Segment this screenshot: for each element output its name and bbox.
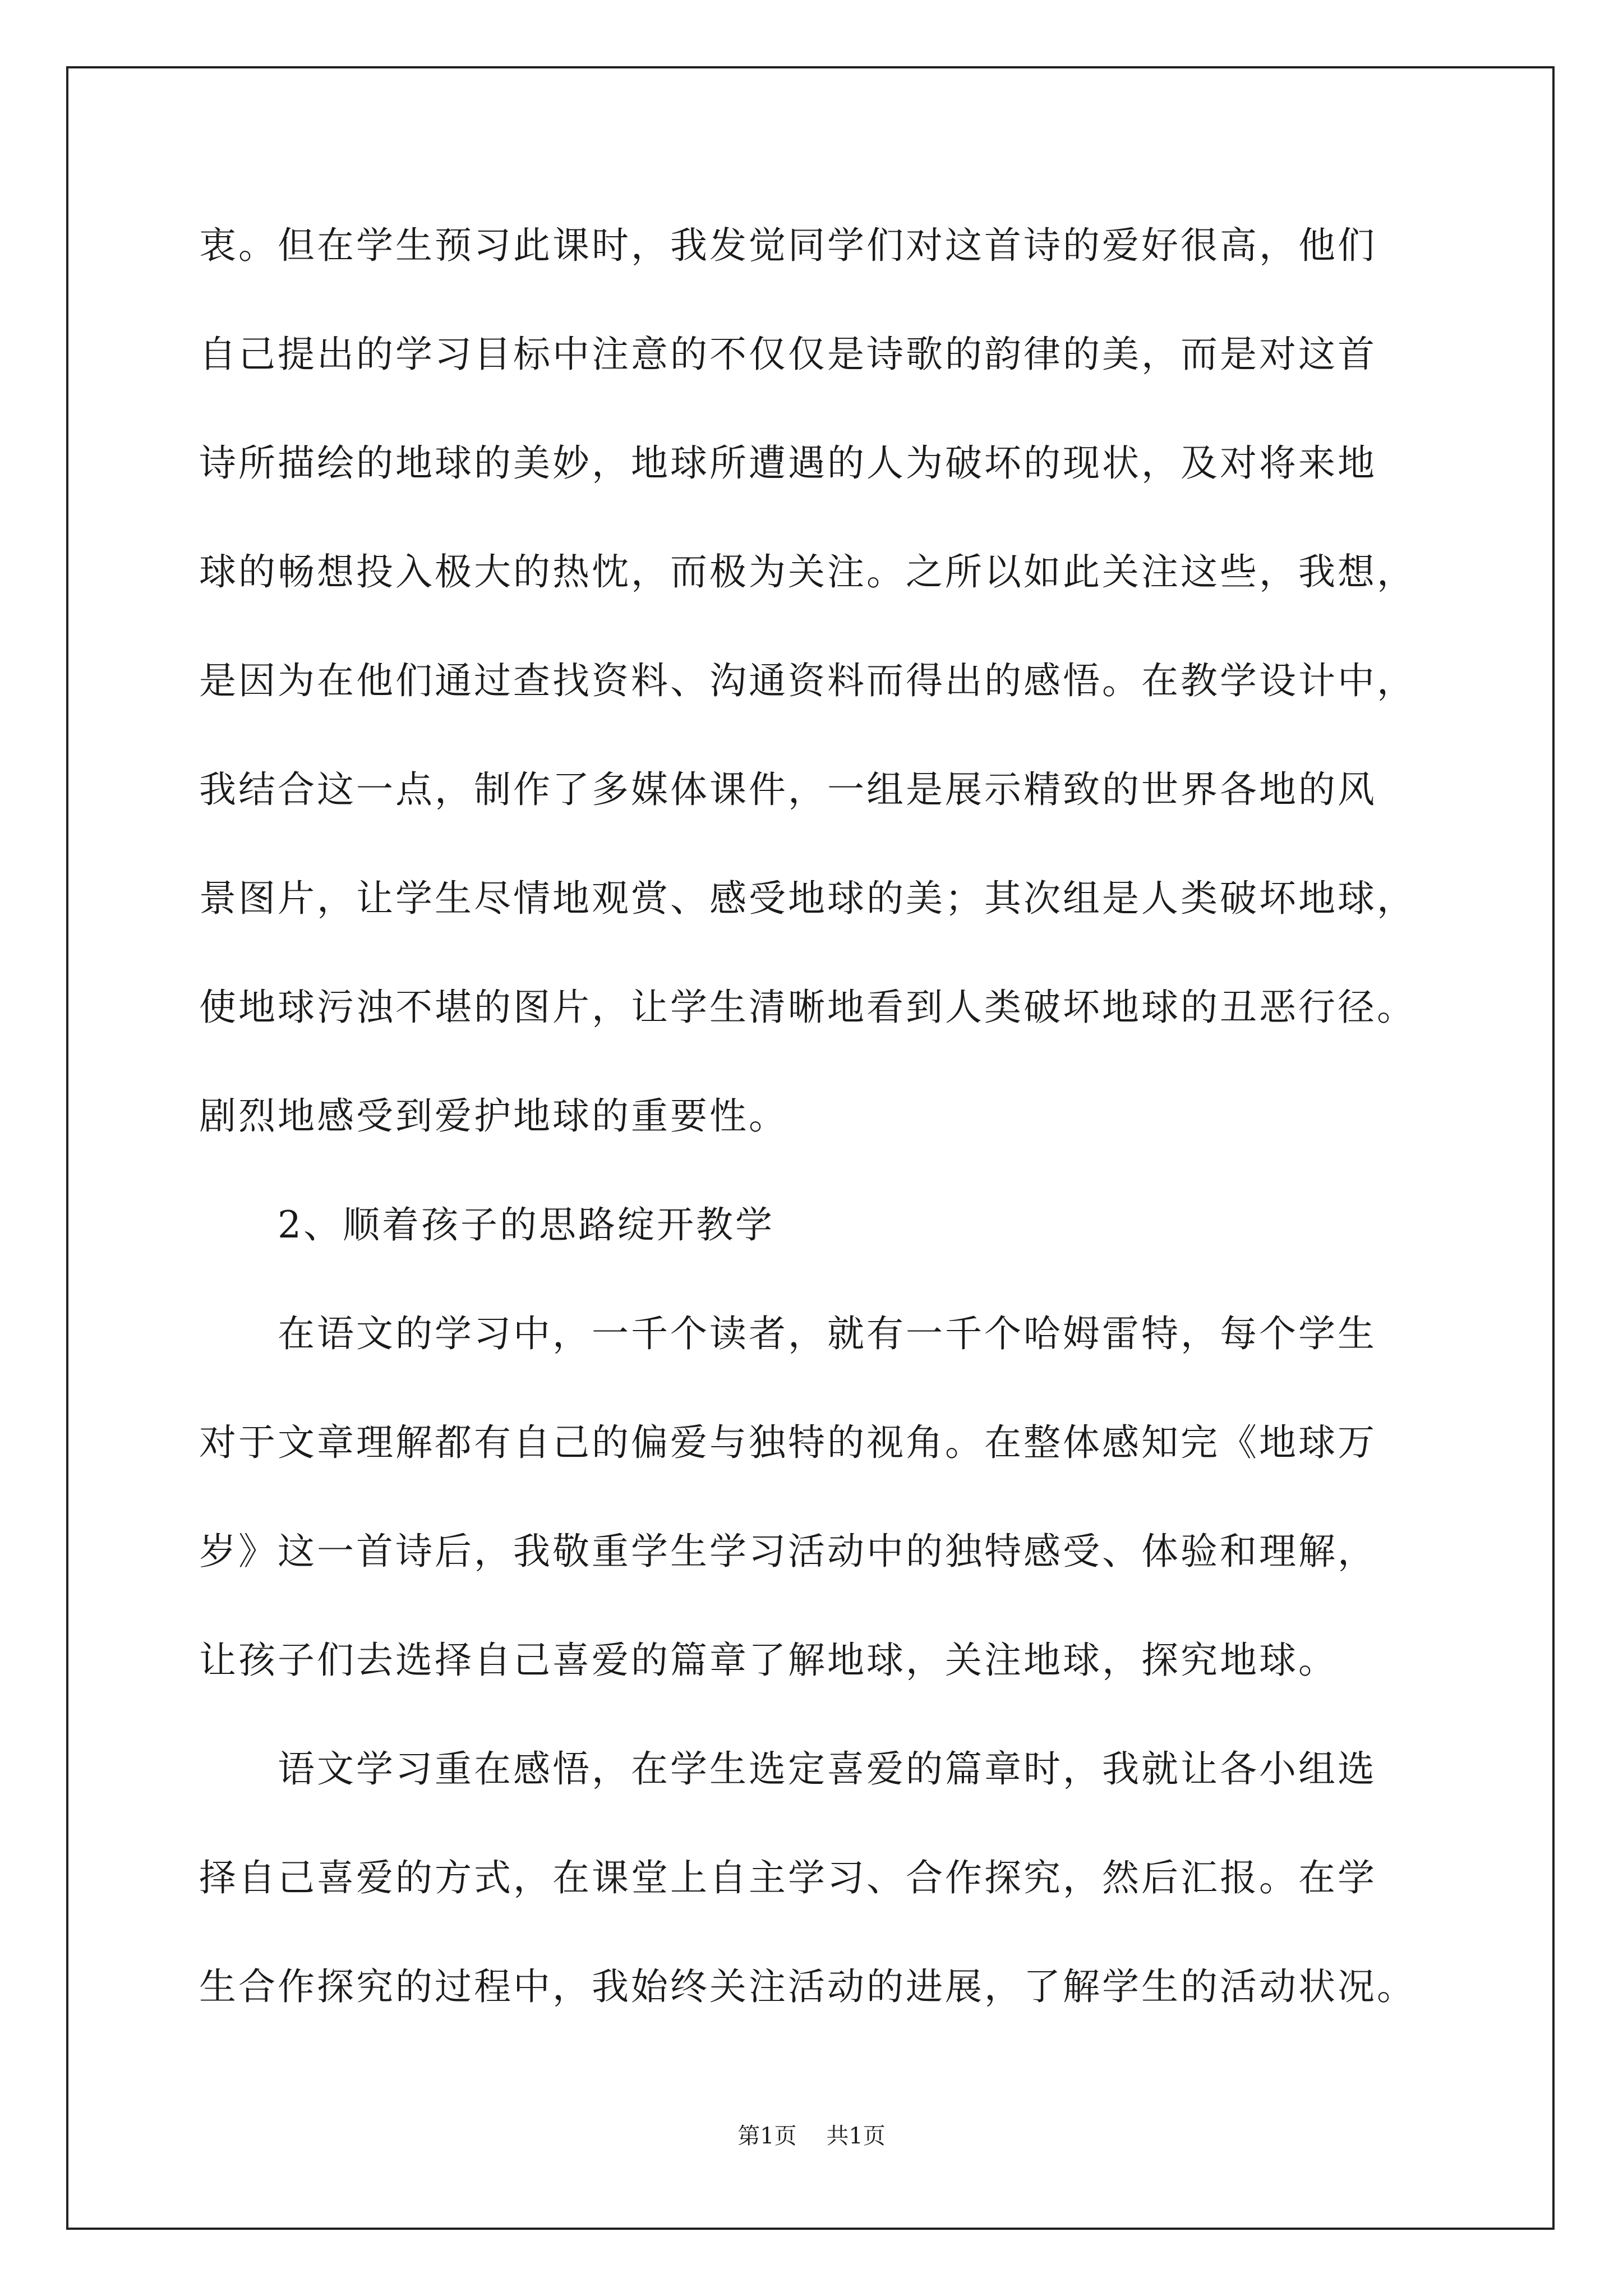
page-number: 第1页 xyxy=(737,2123,797,2149)
paragraph-line: 语文学习重在感悟，在学生选定喜爱的篇章时，我就让各小组选 xyxy=(278,1747,1377,1791)
paragraph-line: 生合作探究的过程中，我始终关注活动的进展，了解学生的活动状况。 xyxy=(199,1965,1416,2008)
paragraph-line: 让孩子们去选择自己喜爱的篇章了解地球，关注地球，探究地球。 xyxy=(199,1639,1338,1682)
paragraph-line: 衷。但在学生预习此课时，我发觉同学们对这首诗的爱好很高，他们 xyxy=(199,224,1377,267)
paragraph-line: 我结合这一点，制作了多媒体课件，一组是展示精致的世界各地的风 xyxy=(199,768,1377,811)
paragraph-line: 择自己喜爱的方式，在课堂上自主学习、合作探究，然后汇报。在学 xyxy=(199,1856,1377,1899)
paragraph-line: 对于文章理解都有自己的偏爱与独特的视角。在整体感知完《地球万 xyxy=(199,1421,1377,1464)
page-footer xyxy=(0,2122,1623,2150)
paragraph-line: 是因为在他们通过查找资料、沟通资料而得出的感悟。在教学设计中， xyxy=(199,659,1416,702)
paragraph-line: 岁》这一首诗后，我敬重学生学习活动中的独特感受、体验和理解， xyxy=(199,1530,1377,1573)
paragraph-line: 诗所描绘的地球的美妙，地球所遭遇的人为破坏的现状，及对将来地 xyxy=(199,441,1377,485)
paragraph-line: 在语文的学习中，一千个读者，就有一千个哈姆雷特，每个学生 xyxy=(278,1312,1377,1355)
paragraph-line: 使地球污浊不堪的图片，让学生清晰地看到人类破坏地球的丑恶行径。 xyxy=(199,986,1416,1029)
paragraph-line: 剧烈地感受到爱护地球的重要性。 xyxy=(199,1094,788,1138)
page-total: 共1页 xyxy=(826,2123,886,2149)
paragraph-line: 自己提出的学习目标中注意的不仅仅是诗歌的韵律的美，而是对这首 xyxy=(199,333,1377,376)
document-body xyxy=(199,218,1433,2068)
paragraph-line: 景图片，让学生尽情地观赏、感受地球的美；其次组是人类破坏地球， xyxy=(199,877,1416,920)
paragraph-line: 球的畅想投入极大的热忱，而极为关注。之所以如此关注这些，我想， xyxy=(199,550,1416,593)
section-heading: 2、顺着孩子的思路绽开教学 xyxy=(278,1203,774,1246)
